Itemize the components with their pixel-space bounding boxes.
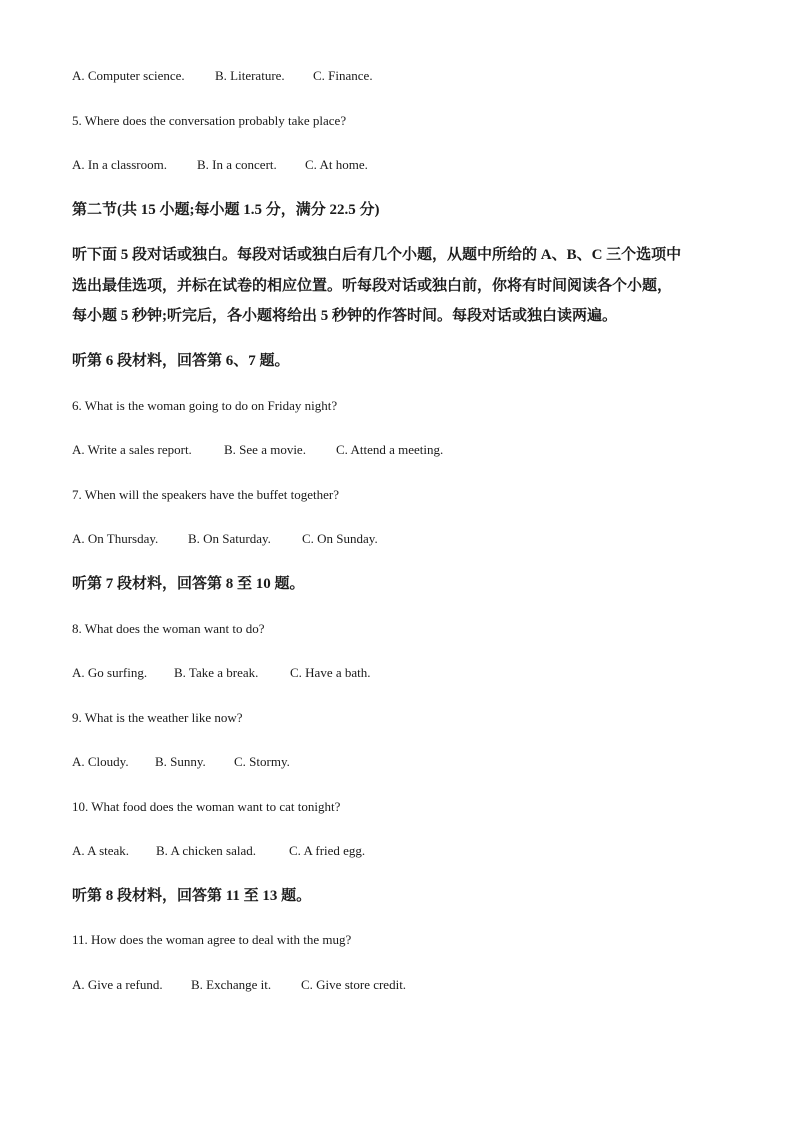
q10-options [72, 842, 365, 860]
q8-question: 8. What does the woman want to do? [72, 621, 265, 636]
q6-options [72, 441, 443, 459]
q9-question: 9. What is the weather like now? [72, 710, 243, 725]
q11-option-a: A. Give a refund. [72, 977, 163, 992]
section2-instructions [72, 240, 732, 332]
q8-options [72, 664, 371, 682]
q5-question: 5. Where does the conversation probably take place? [72, 113, 347, 128]
q7-options [72, 530, 378, 548]
q5-options [72, 156, 368, 174]
q7-option-a: A. On Thursday. [72, 531, 159, 546]
q10-option-c: C. A fried egg. [289, 843, 366, 858]
q4-option-a: A. Computer science. [72, 68, 185, 83]
q9-option-b: B. Sunny. [155, 754, 206, 769]
q7-option-b: B. On Saturday. [188, 531, 271, 546]
q7-option-c: C. On Sunday. [302, 531, 378, 546]
material6-heading: 听第 6 段材料，回答第 6、7 题。 [72, 353, 290, 369]
q7-question: 7. When will the speakers have the buffet together? [72, 487, 340, 502]
q8-option-c: C. Have a bath. [290, 665, 371, 680]
instructions-line-3: 每小题 5 秒钟;听完后，各小题将给出 5 秒钟的作答时间。每段对话或独白读两遍。 [72, 308, 617, 324]
q9-options [72, 753, 290, 771]
q8-option-a: A. Go surfing. [72, 665, 148, 680]
q6-option-c: C. Attend a meeting. [336, 442, 444, 457]
q11-option-c: C. Give store credit. [301, 977, 407, 992]
q5-option-c: C. At home. [305, 157, 368, 172]
q8-option-b: B. Take a break. [174, 665, 259, 680]
instructions-line-2: 选出最佳选项，并标在试卷的相应位置。听每段对话或独白前，你将有时间阅读各个小题， [72, 277, 673, 294]
q4-options [72, 67, 373, 85]
q11-question: 11. How does the woman agree to deal with the mug? [72, 932, 352, 947]
q5-option-b: B. In a concert. [197, 157, 277, 172]
q10-option-a: A. A steak. [72, 843, 130, 858]
q10-question: 10. What food does the woman want to cat tonight? [72, 799, 341, 814]
q11-options [72, 976, 406, 994]
q6-question: 6. What is the woman going to do on Friday night? [72, 398, 338, 413]
section2-title: 第二节(共 15 小题;每小题 1.5 分，满分 22.5 分) [72, 202, 380, 218]
q4-option-c: C. Finance. [313, 68, 373, 83]
instructions-line-1: 听下面 5 段对话或独白。每段对话或独白后有几个小题，从题中所给的 A、B、C 三个选项中 [72, 247, 682, 263]
q9-option-a: A. Cloudy. [72, 754, 129, 769]
q10-option-b: B. A chicken salad. [156, 843, 257, 858]
q5-option-a: A. In a classroom. [72, 157, 167, 172]
material8-heading: 听第 8 段材料，回答第 11 至 13 题。 [72, 888, 312, 904]
q6-option-a: A. Write a sales report. [72, 442, 192, 457]
q11-option-b: B. Exchange it. [191, 977, 272, 992]
material7-heading: 听第 7 段材料，回答第 8 至 10 题。 [72, 576, 305, 592]
q4-option-b: B. Literature. [215, 68, 285, 83]
q9-option-c: C. Stormy. [234, 754, 290, 769]
q6-option-b: B. See a movie. [224, 442, 306, 457]
